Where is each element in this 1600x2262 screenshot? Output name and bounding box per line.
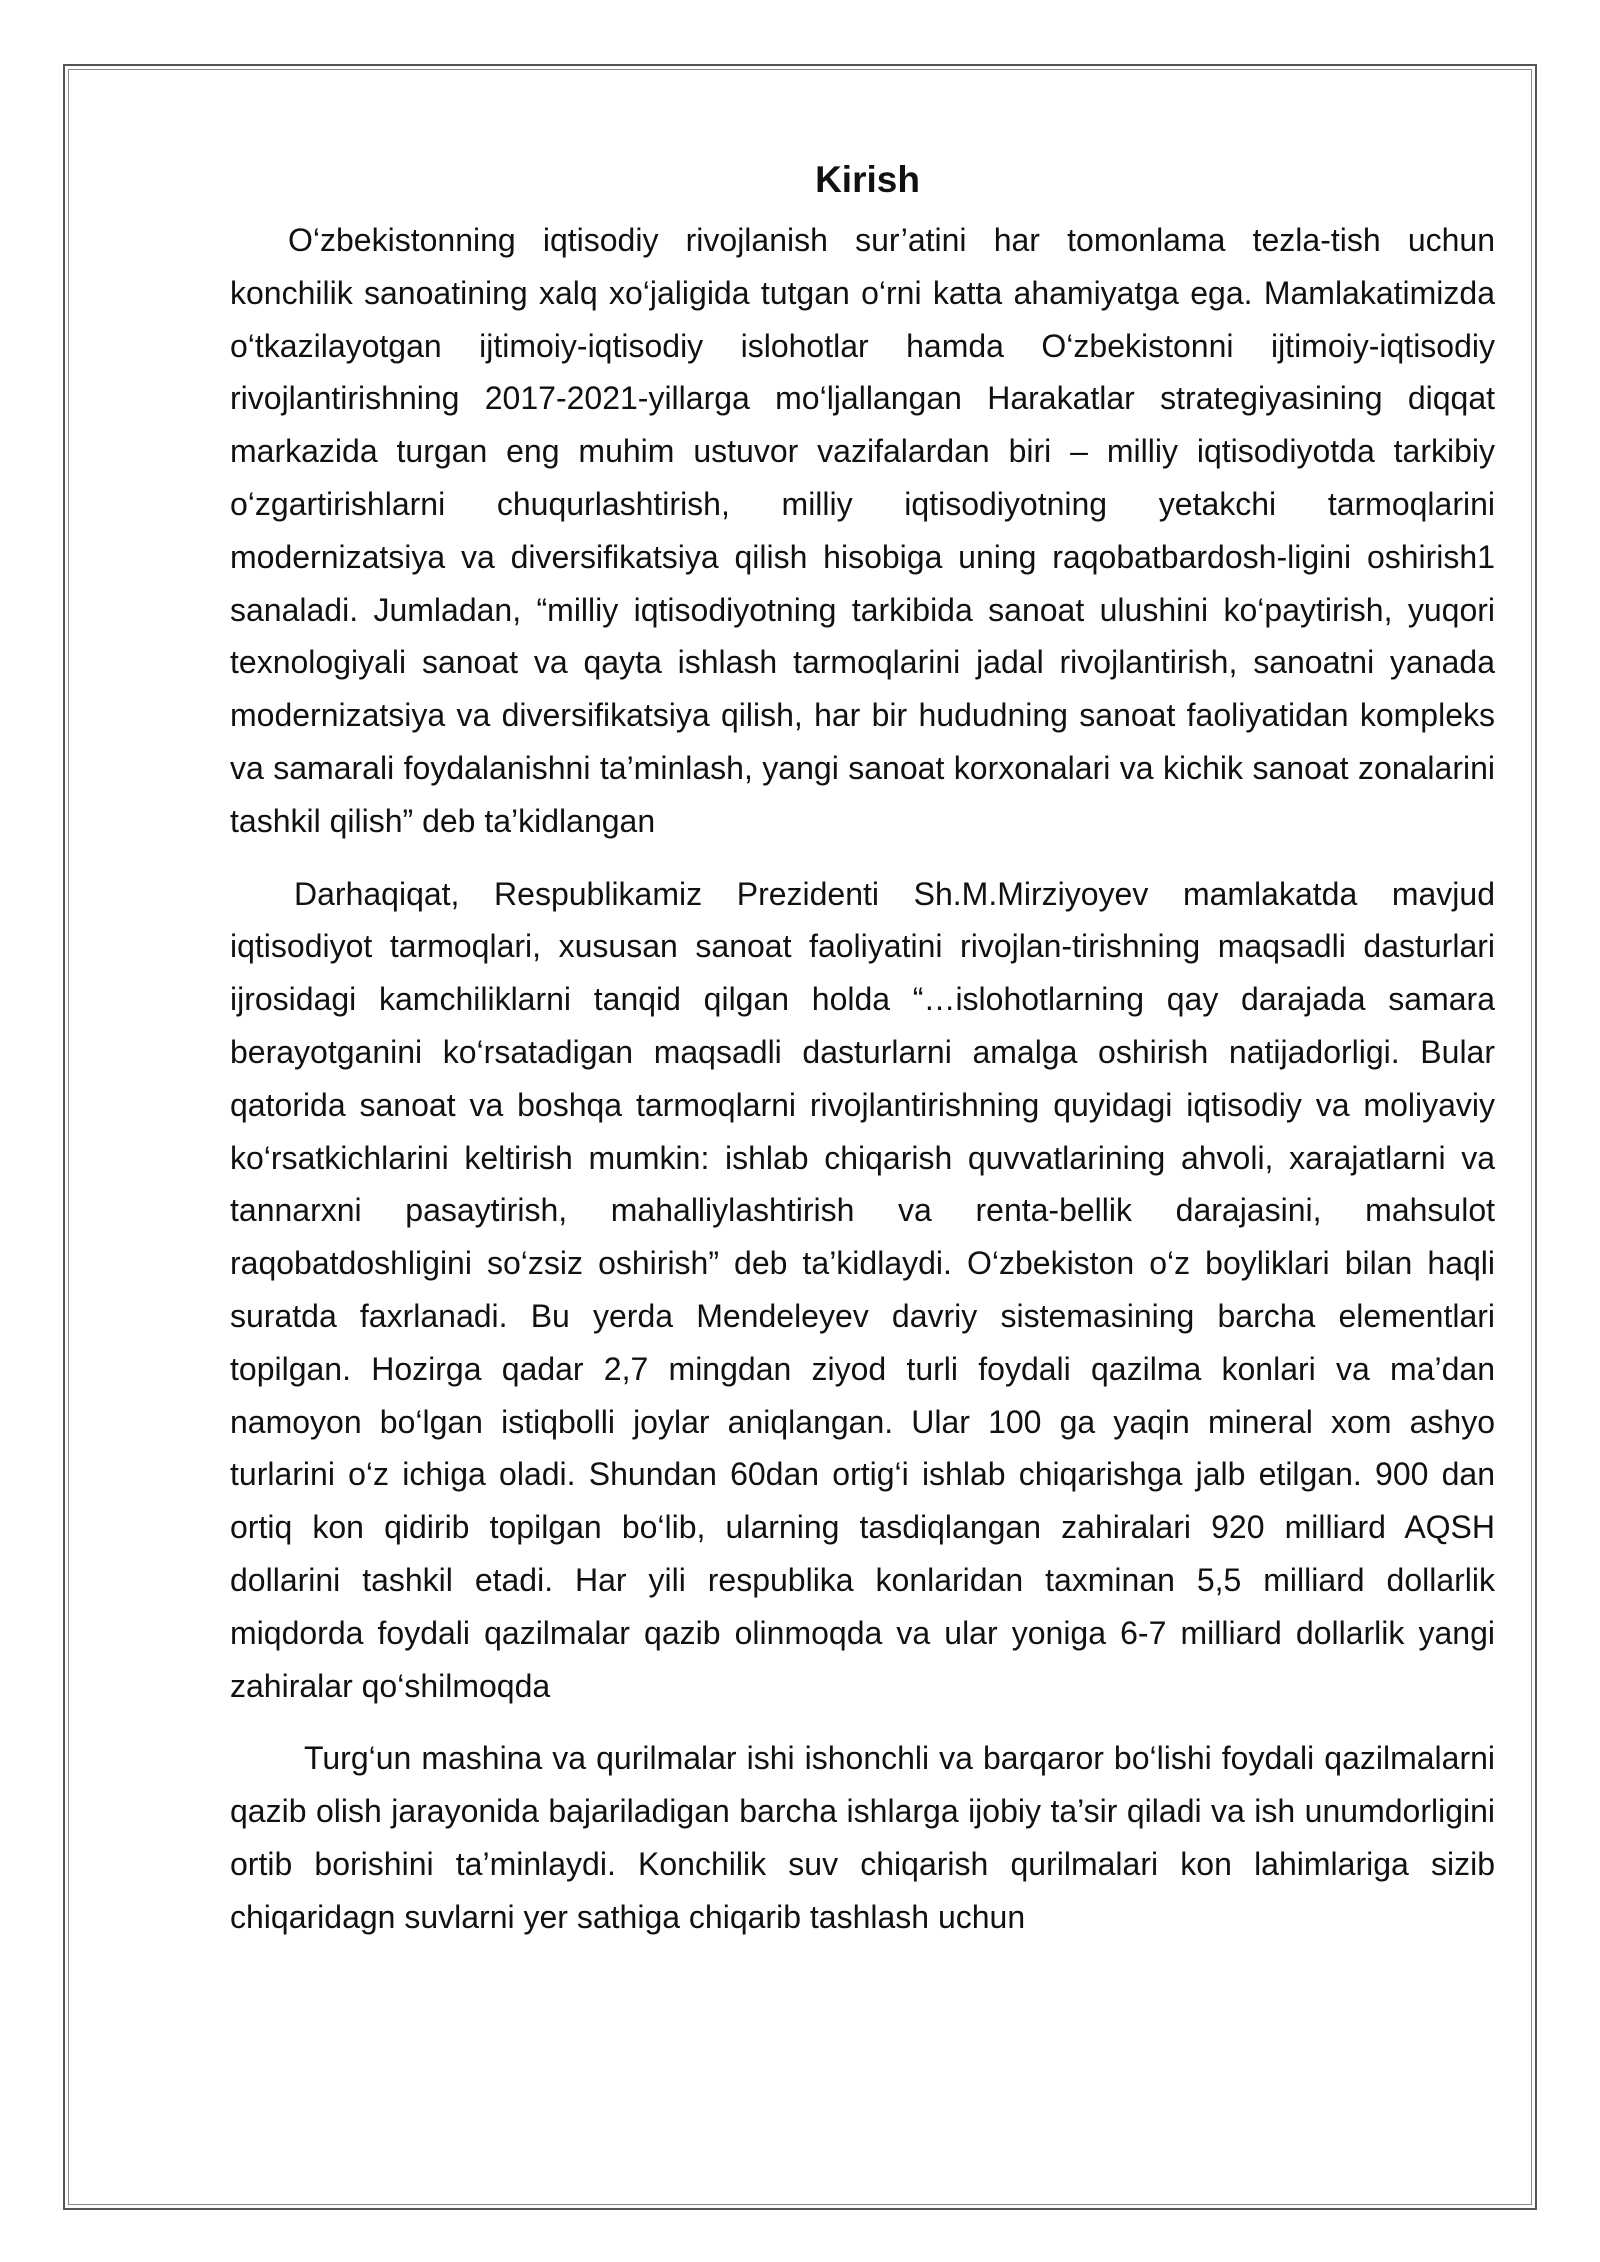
paragraph-1: O‘zbekistonning iqtisodiy rivojlanish sur’atini har tomonlama tezla-tish uchun konchilik sanoatining xalq xo‘jaligida tutgan o‘rni katta ahamiyatga ega. Mamlakatimizda o‘tkazilayotgan ijtimoiy-iqtisodiy islohotlar hamda O‘zbekistonni ijtimoiy-iqtisodiy rivojlantirishning 2017-2021-yillarga mo‘ljallangan Harakatlar strategiyasining diqqat markazida turgan eng muhim ustuvor vazifalardan biri – milliy iqtisodiyotda tarkibiy o‘zgartirishlarni chuqurlashtirish, milliy iqtisodiyotning yetakchi tarmoqlarini modernizatsiya va diversifikatsiya qilish hisobiga uning raqobatbardosh-ligini oshirish1 sanaladi. Jumladan, “milliy iqtisodiyotning tarkibida sanoat ulushini ko‘paytirish, yuqori texnologiyali sanoat va qayta ishlash tarmoqlarini jadal rivojlantirish, sanoatni yanada modernizatsiya va diversifikatsiya qilish, har bir hududning sanoat faoliyatidan kompleks va samarali foydalanishni ta’minlash, yangi sanoat korxonalari va kichik sanoat zonalarini tashkil qilish” deb ta’kidlangan (230, 222, 1495, 839)
paragraph-3: Turg‘un mashina va qurilmalar ishi ishonchli va barqaror bo‘lishi foydali qazilmalarni qazib olish jarayonida bajariladigan barcha ishlarga ijobiy ta’sir qiladi va ish unumdorligini ortib borishini ta’minlaydi. Konchilik suv chiqarish qurilmalari kon lahimlariga sizib chiqaridagn suvlarni yer sathiga chiqarib tashlash uchun (230, 1740, 1495, 1935)
document-body (230, 150, 1495, 1964)
document-title: Kirish (815, 159, 920, 200)
paragraph-2: Darhaqiqat, Respublikamiz Prezidenti Sh.M.Mirziyoyev mamlakatda mavjud iqtisodiyot tarmoqlari, xususan sanoat faoliyatini rivojlan-tirishning maqsadli dasturlari ijrosidagi kamchiliklarni tanqid qilgan holda “…islohotlarning qay darajada samara berayotganini ko‘rsatadigan maqsadli dasturlarni amalga oshirish natijadorligi. Bular qatorida sanoat va boshqa tarmoqlarni rivojlantirishning quyidagi iqtisodiy va moliyaviy ko‘rsatkichlarini keltirish mumkin: ishlab chiqarish quvvatlarining ahvoli, xarajatlarni va tannarxni pasaytirish, mahalliylashtirish va renta-bellik darajasini, mahsulot raqobatdoshligini so‘zsiz oshirish” deb ta’kidlaydi. O‘zbekiston o‘z boyliklari bilan haqli suratda faxrlanadi. Bu yerda Mendeleyev davriy sistemasining barcha elementlari topilgan. Hozirga qadar 2,7 mingdan ziyod turli foydali qazilma konlari va ma’dan namoyon bo‘lgan istiqbolli joylar aniqlangan. Ular 100 ga yaqin mineral xom ashyo turlarini o‘z ichiga oladi. Shundan 60dan ortig‘i ishlab chiqarishga jalb etilgan. 900 dan ortiq kon qidirib topilgan bo‘lib, ularning tasdiqlangan zahiralari 920 milliard AQSH dollarini tashkil etadi. Har yili respublika konlaridan taxminan 5,5 milliard dollarlik miqdorda foydali qazilmalar qazib olinmoqda va ular yoniga 6-7 milliard dollarlik yangi zahiralar qo‘shilmoqda (230, 875, 1495, 1704)
